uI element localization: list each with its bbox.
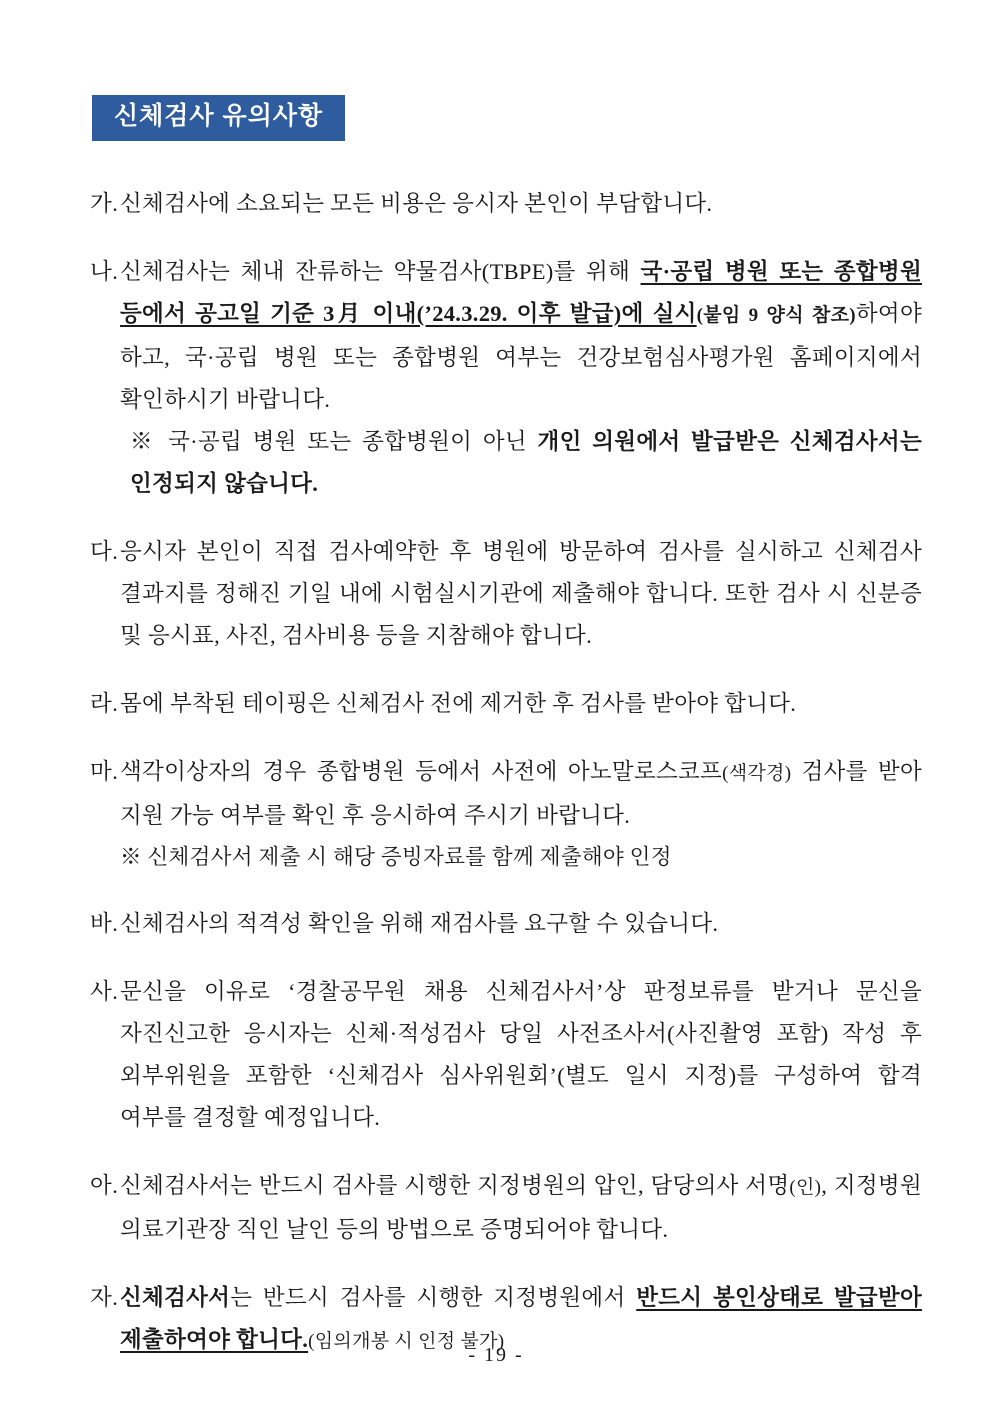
item-subnote: (인)	[789, 1176, 822, 1198]
item-subnote: (붙임 9 양식 참조)	[696, 304, 856, 326]
item-body	[120, 531, 922, 657]
item-text: 응시자 본인이 직접 검사예약한 후 병원에 방문하여 검사를 실시하고 신체검사 결과지를 정해진 기일 내에 시험실시기관에 제출해야 합니다. 또한 검사 시 신분증 및 응시표, 사진, 검사비용 등을 지참해야 합니다.	[120, 538, 922, 648]
item-text: 하여야 하고, 국·공립 병원 또는 종합병원 여부는 건강보험심사평가원 홈페이지에서 확인하시기 바랍니다.	[120, 300, 922, 412]
item-marker: 바.	[90, 910, 119, 936]
item-marker: 사.	[90, 978, 119, 1004]
list-item	[70, 683, 922, 725]
list-item	[70, 531, 922, 657]
item-marker: 다.	[90, 538, 119, 564]
item-text: 신체검사의 적격성 확인을 위해 재검사를 요구할 수 있습니다.	[120, 910, 719, 936]
page-number: - 19 -	[468, 1344, 524, 1366]
item-marker: 마.	[90, 758, 119, 784]
item-text: 는 반드시 검사를 시행한 지정병원에서	[230, 1284, 637, 1310]
list-item	[70, 751, 922, 877]
item-text: , 지정병원 의료기관장 직인 날인 등의 방법으로 증명되어야 합니다.	[120, 1172, 922, 1242]
list-item	[70, 1165, 922, 1251]
page-title: 신체검사 유의사항	[92, 95, 345, 141]
item-emphasis: 개인 의원에서 발급받은 신체검사서는 인정되지 않습니다.	[130, 428, 922, 496]
item-body	[120, 903, 922, 945]
item-emphasis: 반드시 봉인상태로 발급받아 제출하여야 합니다.	[120, 1284, 923, 1352]
item-text: 검사를 받아 지원 가능 여부를 확인 후 응시하여 주시기 바랍니다.	[120, 758, 922, 828]
notice-list	[70, 183, 922, 1363]
item-text: 문신을 이유로 ‘경찰공무원 채용 신체검사서’상 판정보류를 받거나 문신을 자진신고한 응시자는 신체·적성검사 당일 사전조사서(사진촬영 포함) 작성 후 외부위원을 포함한 ‘신체검사 심사위원회’(별도 일시 지정)를 구성하여 합격 여부를 결정할 예정입니다.	[120, 978, 922, 1130]
item-body	[120, 183, 922, 225]
item-marker: 자.	[90, 1284, 119, 1310]
list-item	[70, 971, 922, 1139]
list-item	[70, 183, 922, 225]
item-body	[120, 1165, 922, 1251]
item-subnote: (임의개봉 시 인정 불가)	[308, 1330, 505, 1352]
item-note: ※ 신체검사서 제출 시 해당 증빙자료를 함께 제출해야 인정	[120, 844, 672, 869]
list-item	[70, 251, 922, 505]
item-marker: 라.	[90, 690, 119, 716]
list-item	[70, 903, 922, 945]
item-marker: 가.	[90, 190, 119, 216]
item-text: 신체검사에 소요되는 모든 비용은 응시자 본인이 부담합니다.	[120, 190, 713, 216]
item-marker: 나.	[90, 258, 119, 284]
item-text: 몸에 부착된 테이핑은 신체검사 전에 제거한 후 검사를 받아야 합니다.	[120, 690, 797, 716]
item-body	[120, 751, 922, 877]
item-body	[120, 971, 922, 1139]
item-subnote: (색각경)	[722, 762, 792, 784]
item-note: ※ 국·공립 병원 또는 종합병원이 아닌	[130, 428, 538, 454]
item-emphasis: 국·공립 병원 또는 종합병원 등에서 공고일 기준 3月 이내(’24.3.29. 이후 발급)에 실시	[120, 258, 922, 326]
item-text: 신체검사는 체내 잔류하는 약물검사(TBPE)를 위해	[120, 258, 641, 284]
item-body	[120, 251, 922, 505]
item-body	[120, 683, 922, 725]
item-emphasis: 신체검사서	[120, 1284, 231, 1310]
item-text: 색각이상자의 경우 종합병원 등에서 사전에 아노말로스코프	[120, 758, 723, 784]
item-text: 신체검사서는 반드시 검사를 시행한 지정병원의 압인, 담당의사 서명	[120, 1172, 790, 1198]
item-marker: 아.	[90, 1172, 119, 1198]
